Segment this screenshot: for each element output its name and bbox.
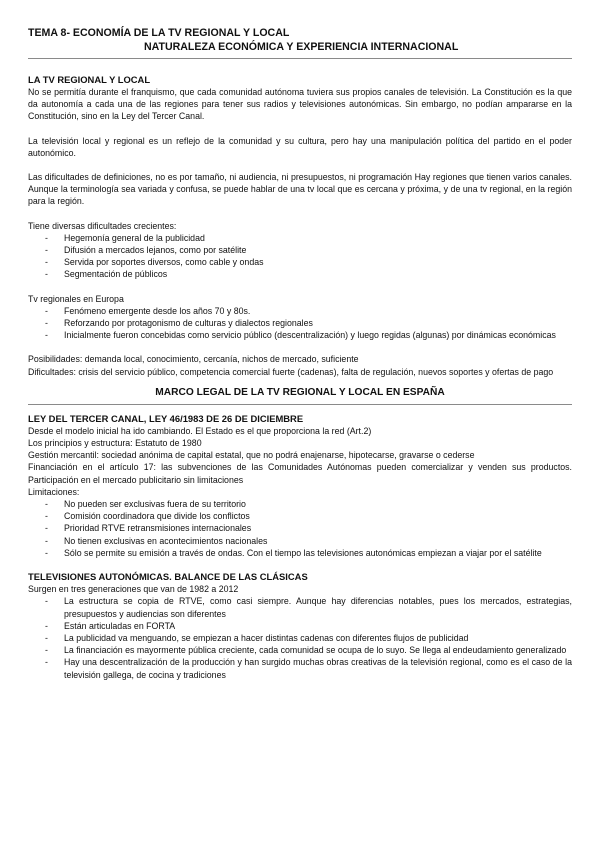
autonomicas-list	[28, 595, 572, 680]
list-item: - Comisión coordinadora que divide los conflictos	[28, 510, 572, 522]
list-item: - Reforzando por protagonismo de culturas y dialectos regionales	[28, 317, 572, 329]
list-item: - Hegemonía general de la publicidad	[28, 232, 572, 244]
paragraph: Los principios y estructura: Estatuto de 1980	[28, 438, 202, 449]
list-item: - No pueden ser exclusivas fuera de su territorio	[28, 498, 572, 510]
list-item: - No tienen exclusivas en acontecimientos nacionales	[28, 535, 572, 547]
list-item: - Están articuladas en FORTA	[28, 620, 572, 632]
list-item: - Prioridad RTVE retransmisiones internacionales	[28, 522, 572, 534]
document-page	[28, 26, 572, 681]
list-item: - Sólo se permite su emisión a través de ondas. Con el tiempo las televisiones autonómicas empiezan a viajar por el satélite	[28, 547, 572, 559]
list-intro: Tv regionales en Europa	[28, 293, 124, 304]
paragraph: Limitaciones:	[28, 486, 80, 497]
list-item: - La estructura se copia de RTVE, como casi siempre. Aunque hay diferencias notables, pues los mercados, estrategias, presupuestos y audiencias son diferentes	[28, 595, 572, 619]
limitations-list	[28, 498, 572, 559]
document-title: TEMA 8- ECONOMÍA DE LA TV REGIONAL Y LOCAL	[28, 27, 290, 39]
section-title-marco-legal: MARCO LEGAL DE LA TV REGIONAL Y LOCAL EN ESPAÑA	[155, 386, 445, 398]
paragraph: Desde el modelo inicial ha ido cambiando. El Estado es el que proporciona la red (Art.2)	[28, 425, 372, 436]
section-heading-autonomicas: TELEVISIONES AUTONÓMICAS. BALANCE DE LAS CLÁSICAS	[28, 571, 308, 583]
paragraph: Financiación en el artículo 17: las subvenciones de las Comunidades Autónomas pueden comercializar y venden sus productos. Participación en el mercado publicitario sin limitaciones	[28, 462, 572, 485]
list-item: - Fenómeno emergente desde los años 70 y 80s.	[28, 305, 572, 317]
list-item: - Hay una descentralización de la producción y han surgido muchas obras creativas de la televisión regional, como es el caso de la televisión gallega, de cocina y tradiciones	[28, 656, 572, 680]
list-item: - Inicialmente fueron concebidas como servicio público (descentralización) y luego regidas (algunas) por dinámicas económicas	[28, 329, 572, 341]
paragraph: Las dificultades de definiciones, no es por tamaño, ni audiencia, ni presupuestos, ni programación Hay regiones que tienen varios canales. Aunque la terminología sea variada y confusa, se puede hablar de una tv local que es cercana y próxima, y de una tv regional, en la región para la región.	[28, 172, 572, 207]
list-item: - La publicidad va menguando, se empiezan a hacer distintas cadenas con diferentes flujos de publicidad	[28, 632, 572, 644]
document-subtitle: NATURALEZA ECONÓMICA Y EXPERIENCIA INTERNACIONAL	[144, 41, 459, 53]
list-intro: Tiene diversas dificultades crecientes:	[28, 220, 177, 231]
list-item: - Segmentación de públicos	[28, 268, 572, 280]
paragraph: Surgen en tres generaciones que van de 1982 a 2012	[28, 584, 239, 595]
difficulties-list	[28, 232, 572, 281]
paragraph: La televisión local y regional es un reflejo de la comunidad y su cultura, pero hay una manipulación política del partido en el poder autonómico.	[28, 135, 572, 158]
law-heading: LEY DEL TERCER CANAL, LEY 46/1983 DE 26 DE DICIEMBRE	[28, 412, 304, 424]
paragraph: Gestión mercantil: sociedad anónima de capital estatal, que no podrá enajenarse, hipotecarse, gravarse o cederse	[28, 450, 475, 461]
possibilities-line: Posibilidades: demanda local, conocimiento, cercanía, nichos de mercado, suficiente	[28, 354, 359, 365]
list-item: - Servida por soportes diversos, como cable y ondas	[28, 256, 572, 268]
paragraph: No se permitía durante el franquismo, que cada comunidad autónoma tuviera sus propios canales de televisión. La Constitución es la que da autonomía a cada una de las regiones para tener sus radios y televisiones autonómicas. Sin embargo, no podían ampararse en la Constitución, sino en la Ley del Tercer Canal.	[28, 87, 572, 122]
difficulties-line: Dificultades: crisis del servicio público, competencia comercial fuerte (cadenas), falta de regulación, nuevos soportes y ofertas de pago	[28, 366, 554, 377]
list-item: - La financiación es mayormente pública creciente, cada comunidad se ocupa de lo suyo. Se llega al endeudamiento generalizado	[28, 644, 572, 656]
europe-list	[28, 305, 572, 342]
section-heading-tv-regional: LA TV REGIONAL Y LOCAL	[28, 74, 151, 85]
list-item: - Difusión a mercados lejanos, como por satélite	[28, 244, 572, 256]
